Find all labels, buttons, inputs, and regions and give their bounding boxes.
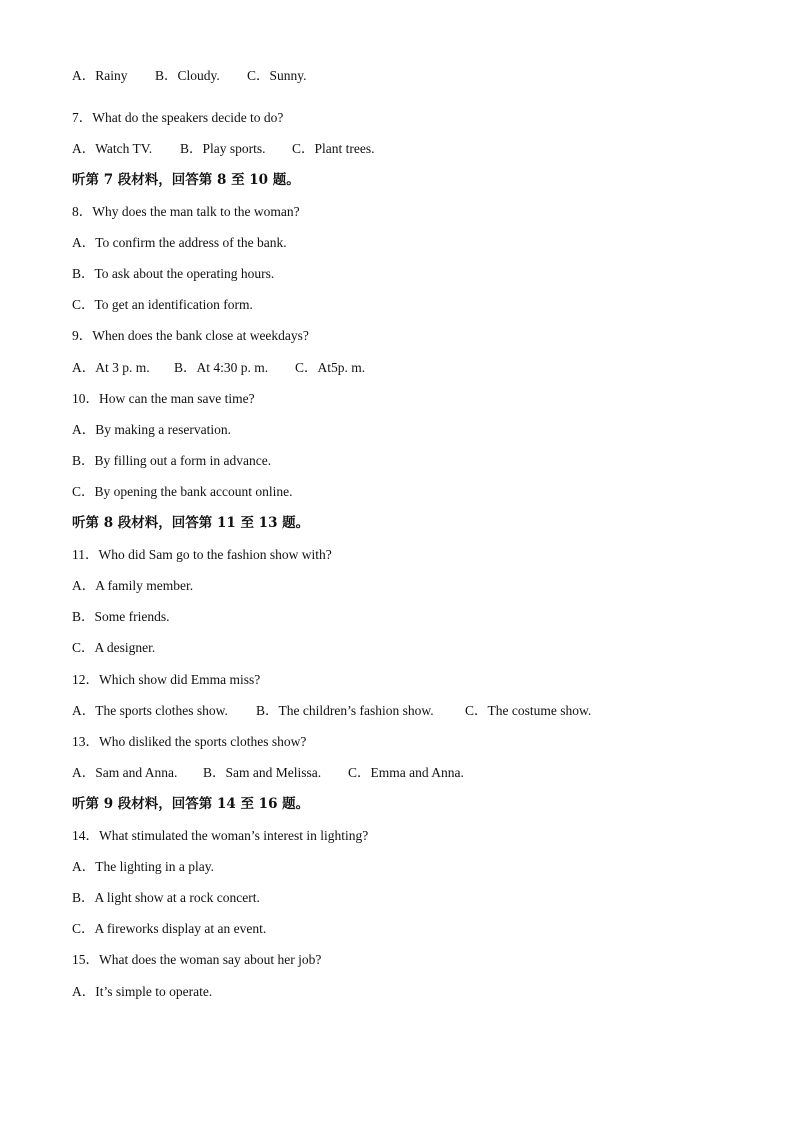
option-c: C．Emma and Anna. <box>348 765 464 780</box>
option-c: C．The costume show. <box>465 703 592 718</box>
question: 7．What do the speakers decide to do? <box>72 110 284 125</box>
option-a: A．Rainy <box>72 68 128 83</box>
option-a: A．At 3 p. m. <box>72 360 150 375</box>
option: A．The lighting in a play. <box>72 859 214 874</box>
option-a: A．Watch TV. <box>72 141 153 156</box>
options-row <box>72 140 375 158</box>
section-heading: 听第 8 段材料，回答第 11 至 13 题。 <box>72 515 310 531</box>
question: 8．Why does the man talk to the woman? <box>72 204 300 219</box>
option-a: A．The sports clothes show. <box>72 703 228 718</box>
option: A．A family member. <box>72 578 194 593</box>
question: 12．Which show did Emma miss? <box>72 672 261 687</box>
section-heading: 听第 9 段材料，回答第 14 至 16 题。 <box>72 796 310 812</box>
option: B．To ask about the operating hours. <box>72 266 275 281</box>
question: 10．How can the man save time? <box>72 391 255 406</box>
option: B．Some friends. <box>72 609 170 624</box>
option: C．By opening the bank account online. <box>72 484 293 499</box>
option-b: B．Cloudy. <box>155 68 220 83</box>
option-b: B．The children’s fashion show. <box>256 703 434 718</box>
question: 15．What does the woman say about her job? <box>72 952 322 967</box>
options-row <box>72 764 464 782</box>
question: 13．Who disliked the sports clothes show? <box>72 734 307 749</box>
option-c: C．Plant trees. <box>292 141 375 156</box>
option: C．To get an identification form. <box>72 297 253 312</box>
section-heading: 听第 7 段材料，回答第 8 至 10 题。 <box>72 172 300 188</box>
option: B．A light show at a rock concert. <box>72 890 260 905</box>
option: A．It’s simple to operate. <box>72 984 213 999</box>
options-row <box>72 702 591 720</box>
option-b: B．Play sports. <box>180 141 266 156</box>
option: A．To confirm the address of the bank. <box>72 235 287 250</box>
question: 14．What stimulated the woman’s interest in lighting? <box>72 828 369 843</box>
option-c: C．At5p. m. <box>295 360 366 375</box>
options-row <box>72 359 365 377</box>
options-row <box>72 67 307 85</box>
option: C．A designer. <box>72 640 156 655</box>
option: B．By filling out a form in advance. <box>72 453 272 468</box>
option: C．A fireworks display at an event. <box>72 921 267 936</box>
option-a: A．Sam and Anna. <box>72 765 178 780</box>
question: 11．Who did Sam go to the fashion show with? <box>72 547 332 562</box>
option-b: B．Sam and Melissa. <box>203 765 322 780</box>
option: A．By making a reservation. <box>72 422 231 437</box>
option-c: C．Sunny. <box>247 68 307 83</box>
question: 9．When does the bank close at weekdays? <box>72 328 309 343</box>
option-b: B．At 4:30 p. m. <box>174 360 269 375</box>
